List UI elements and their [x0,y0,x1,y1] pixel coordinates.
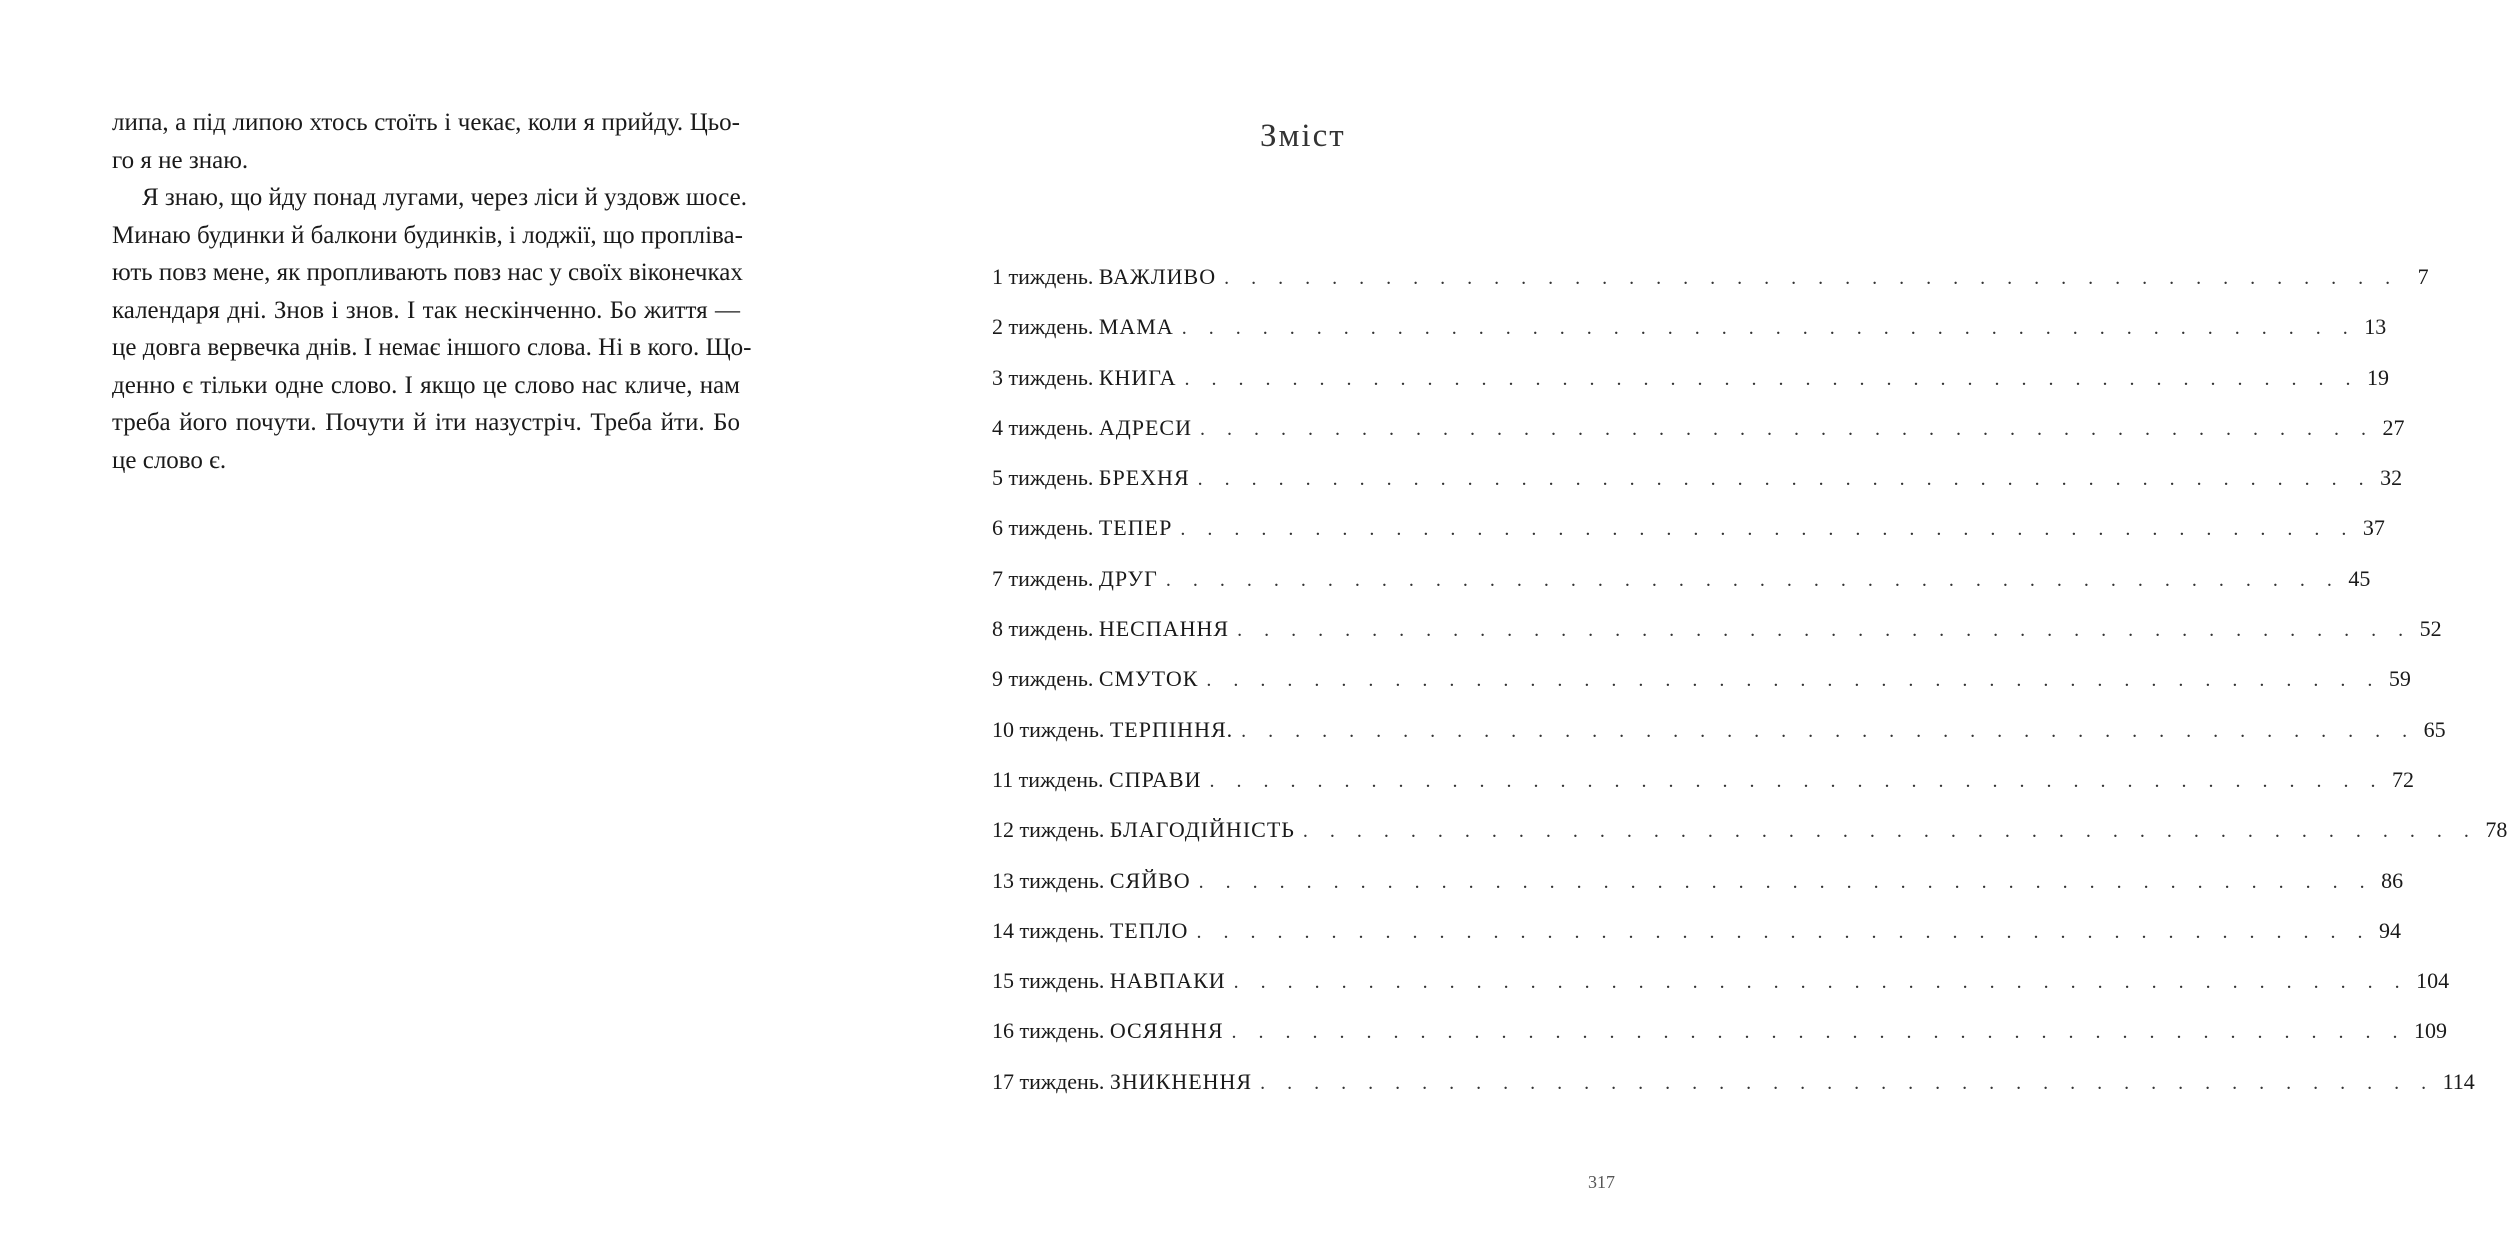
toc-entry-label [992,365,1177,391]
toc-entry-label [992,515,1172,541]
toc-entry[interactable] [992,666,2411,716]
toc-entry[interactable] [992,867,2404,918]
toc-entry-week: 6 тиждень. [992,515,1099,541]
toc-entry-label [992,566,1158,592]
toc-entry-week: 15 тиждень. [992,968,1110,994]
toc-entry-page: 13 [2364,314,2387,340]
toc-entry-label [992,1018,1224,1044]
toc-entry-label [992,817,1295,843]
page-number: 317 [1588,1172,1615,1192]
toc-entry-week: 17 тиждень. [992,1068,1110,1094]
toc-dot-leader: . . . . . . . . . . . . . . . . . . . . . . . . . . . . . . . . . . . . . . . . . . . . [1231,1021,2406,1044]
toc-dot-leader: . . . . . . . . . . . . . . . . . . . . . . . . . . . . . . . . . . . . . . . . . . . . [1198,870,2374,893]
toc-dot-leader: . . . . . . . . . . . . . . . . . . . . . . . . . . . . . . . . . . . . . . . . . . . . [1184,367,2360,390]
toc-dot-leader: . . . . . . . . . . . . . . . . . . . . . . . . . . . . . . . . . . . . . . . . . . . . [1196,920,2371,943]
toc-entry-page: 109 [2414,1018,2447,1044]
toc-dot-leader: . . . . . . . . . . . . . . . . . . . . . . . . . . . . . . . . . . . . . . . . . . . . [1241,719,2416,742]
toc-dot-leader: . . . . . . . . . . . . . . . . . . . . . . . . . . . . . . . . . . . . . . . . . . . . [1224,267,2399,289]
toc-dot-leader: . . . . . . . . . . . . . . . . . . . . . . . . . . . . . . . . . . . . . . . . . . . . [1260,1071,2435,1094]
toc-entry-title: СПРАВИ [1109,766,1202,792]
toc-entry-page: 104 [2416,968,2450,994]
toc-entry-label [992,968,1226,994]
toc-entry-title: СЯЙВО [1109,867,1191,893]
toc-entry-label [992,1069,1252,1095]
toc-entry[interactable] [992,716,2446,767]
toc-entry-week: 9 тиждень. [992,666,1099,692]
toc-entry-label [992,616,1229,642]
toc-entry[interactable] [992,766,2414,817]
toc-entry-title: ТЕРПІННЯ. [1109,716,1234,742]
toc-entry-page: 94 [2378,917,2401,943]
toc-entry[interactable] [992,264,2429,314]
text-line: це слово є. [112,446,227,474]
toc-dot-leader: . . . . . . . . . . . . . . . . . . . . . . . . . . . . . . . . . . . . . . . . . . . . [1209,769,2384,792]
toc-entry-page: 37 [2362,515,2385,541]
toc-entry-title: НАВПАКИ [1109,968,1226,994]
toc-entry-week: 13 тиждень. [992,867,1110,893]
toc-entry-title: ОСЯЯННЯ [1109,1018,1224,1044]
toc-entry-week: 4 тиждень. [992,414,1099,440]
toc-entry-title: БРЕХНЯ [1098,465,1190,491]
toc-entry-title: НЕСПАННЯ [1098,616,1230,642]
toc-entry-week: 5 тиждень. [992,465,1099,491]
toc-entry[interactable] [992,817,2507,867]
toc-entry-week: 2 тиждень. [992,314,1099,340]
toc-entry-page: 86 [2381,867,2404,893]
text-line: Я знаю, що йду понад лугами, через ліси й уздовж шосе. [142,184,747,211]
toc-entry[interactable] [992,515,2385,565]
toc-entry-page: 52 [2419,616,2442,642]
toc-entry-title: ТЕПЛО [1109,917,1189,943]
toc-entry[interactable] [992,1018,2447,1068]
toc-entry-title: БЛАГОДІЙНІСТЬ [1109,817,1295,843]
table-of-contents [992,264,2507,1119]
toc-entry-page: 32 [2380,465,2403,491]
toc-entry-label [992,415,1192,441]
toc-entry-label [992,918,1188,944]
toc-entry-label [992,717,1233,743]
toc-entry-title: АДРЕСИ [1098,414,1192,440]
text-line: денно є тільки одне слово. І якщо це слово нас кличе, нам [112,371,740,399]
toc-entry-page: 65 [2423,716,2446,742]
toc-entry-page: 72 [2391,766,2414,792]
toc-dot-leader: . . . . . . . . . . . . . . . . . . . . . . . . . . . . . . . . . . . . . . . . . . . . [1165,568,2341,591]
toc-entry-week: 11 тиждень. [992,766,1110,792]
toc-entry-week: 16 тиждень. [992,1018,1110,1044]
toc-entry-week: 8 тиждень. [992,616,1099,642]
text-line: липа, а під липою хтось стоїть і чекає, коли я прийду. Цьо- [112,109,740,136]
text-line: ють повз мене, як пропливають повз нас у своїх віконечках [112,259,743,286]
text-line: календаря дні. Знов і знов. І так нескінченно. Бо життя — [112,296,740,324]
toc-entry-page: 78 [2485,817,2507,843]
toc-dot-leader: . . . . . . . . . . . . . . . . . . . . . . . . . . . . . . . . . . . . . . . . . . . . [1197,468,2373,491]
toc-title: Зміст [1260,118,1346,154]
toc-entry[interactable] [992,1068,2475,1119]
toc-entry-label [992,767,1201,793]
text-line: Минаю будинки й балкони будинків, і лоджії, що пропліва- [112,221,743,249]
text-line: го я не знаю. [112,146,249,174]
text-line: це довга вервечка днів. І немає іншого слова. Ні в кого. Що- [112,334,752,361]
toc-entry-page: 114 [2442,1068,2475,1094]
toc-entry-label [992,465,1190,491]
toc-entry-week: 10 тиждень. [992,716,1110,742]
toc-dot-leader: . . . . . . . . . . . . . . . . . . . . . . . . . . . . . . . . . . . . . . . . . . . . [1233,971,2409,994]
toc-entry-page: 19 [2367,364,2390,390]
toc-entry[interactable] [992,314,2387,364]
toc-entry[interactable] [992,565,2371,616]
toc-entry-week: 7 тиждень. [992,565,1099,591]
toc-entry-title: ВАЖЛИВО [1098,264,1217,289]
toc-entry-title: ДРУГ [1098,565,1158,591]
toc-entry-page: 45 [2348,565,2371,591]
toc-dot-leader: . . . . . . . . . . . . . . . . . . . . . . . . . . . . . . . . . . . . . . . . . . . . [1206,669,2381,692]
toc-entry[interactable] [992,968,2450,1018]
toc-entry-label [992,314,1174,340]
toc-entry[interactable] [992,465,2403,515]
toc-entry-label [992,868,1191,894]
toc-entry-week: 12 тиждень. [992,817,1110,843]
toc-entry-page: 27 [2382,414,2405,440]
toc-entry[interactable] [992,414,2405,465]
toc-entry-week: 3 тиждень. [992,364,1099,390]
toc-entry-page: 59 [2388,666,2411,692]
toc-entry-label [992,666,1198,692]
toc-dot-leader: . . . . . . . . . . . . . . . . . . . . . . . . . . . . . . . . . . . . . . . . . . . . [1180,518,2355,541]
toc-dot-leader: . . . . . . . . . . . . . . . . . . . . . . . . . . . . . . . . . . . . . . . . . . . . [1237,619,2412,642]
toc-dot-leader: . . . . . . . . . . . . . . . . . . . . . . . . . . . . . . . . . . . . . . . . . . . . [1181,317,2357,340]
toc-dot-leader: . . . . . . . . . . . . . . . . . . . . . . . . . . . . . . . . . . . . . . . . . . . . [1302,820,2478,843]
toc-entry[interactable] [992,364,2390,415]
toc-entry-label [992,264,1216,290]
toc-entry-week: 1 тиждень. [992,264,1099,289]
text-line: треба його почути. Почути й іти назустріч. Треба йти. Бо [112,409,740,436]
toc-entry[interactable] [992,917,2401,968]
toc-dot-leader: . . . . . . . . . . . . . . . . . . . . . . . . . . . . . . . . . . . . . . . . . . . . [1200,417,2375,440]
toc-entry-title: КНИГА [1098,364,1177,390]
toc-entry-week: 14 тиждень. [992,917,1110,943]
toc-entry-title: ЗНИКНЕННЯ [1109,1068,1253,1094]
toc-entry[interactable] [992,616,2442,666]
toc-entry-page: 7 [2417,264,2429,289]
left-page-text [112,104,752,479]
toc-entry-title: МАМА [1098,314,1174,340]
toc-entry-title: СМУТОК [1098,666,1199,692]
toc-entry-title: ТЕПЕР [1098,515,1173,541]
